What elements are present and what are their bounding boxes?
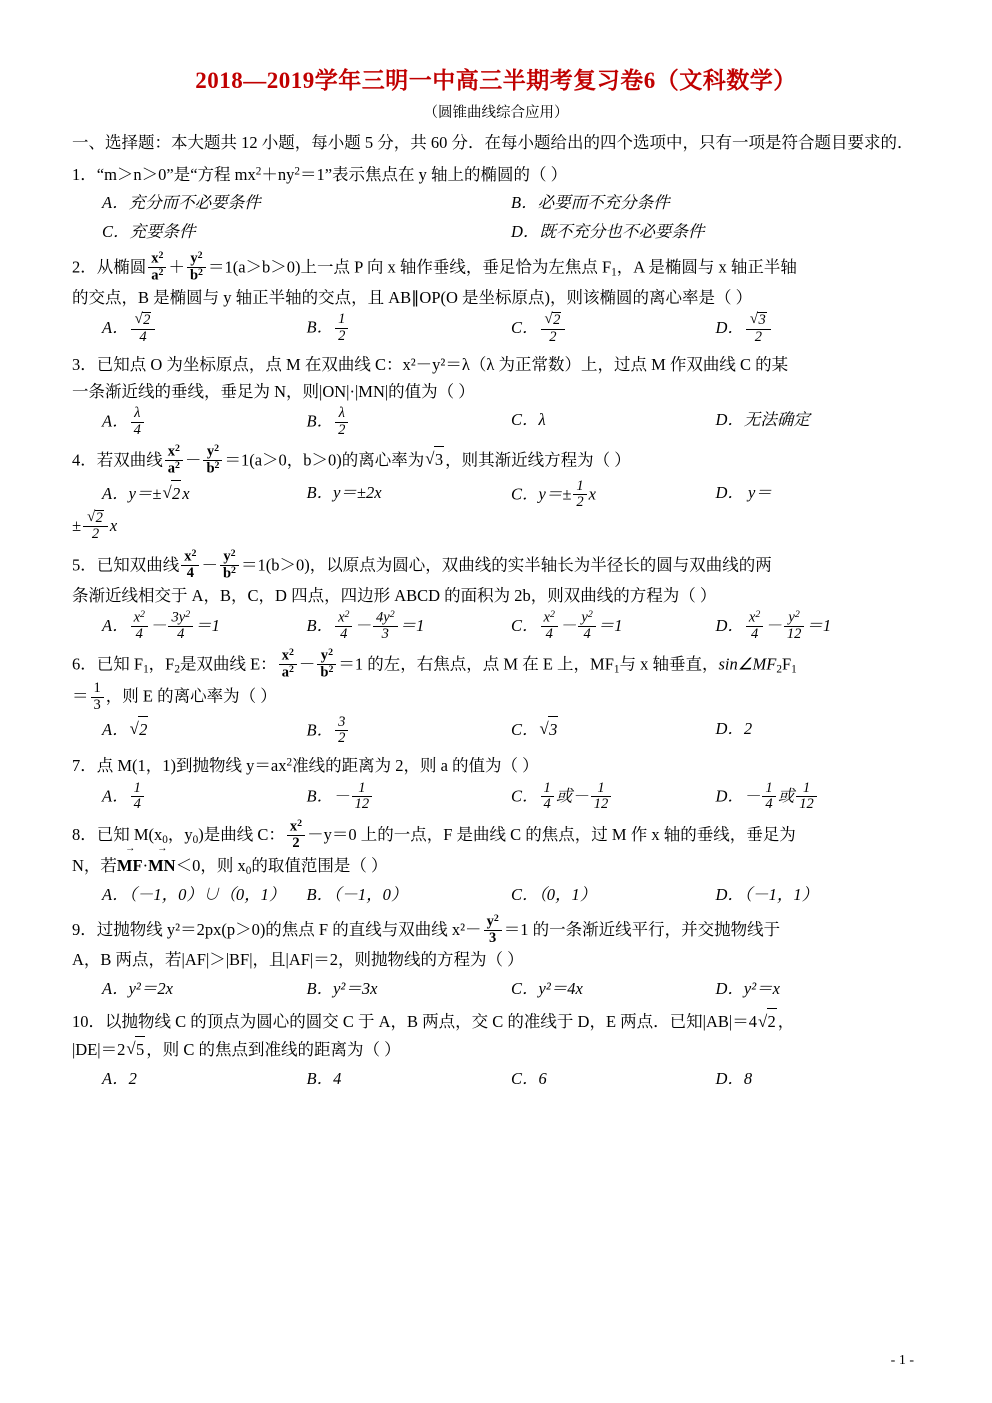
q4-text-c: ，则其渐近线方程为（ ）: [445, 450, 631, 469]
q3-option-b[interactable]: B． $\frac{\lambda}{2}$: [307, 407, 512, 438]
q9-option-a[interactable]: A．y²＝2x: [102, 978, 173, 998]
q9-options-row: [72, 976, 920, 1003]
q7-opt-d-frac-2: $\frac{1}{12}$: [796, 781, 817, 812]
q10-sqrt-2: √ 5: [126, 1036, 145, 1064]
q5-opt-d-frac-1: $\frac{x^2}{4}$: [746, 610, 763, 642]
q8-vector-mf: MF →: [117, 852, 143, 880]
q3-option-d[interactable]: D．无法确定: [715, 410, 810, 430]
q8-frac-1: $\frac{x^2}{2}$: [287, 819, 305, 851]
q4-options-row: [72, 477, 920, 511]
q2-option-b[interactable]: B． $\frac{1}{2}$: [307, 313, 512, 345]
q8-text-h: 的取值范围是（ ）: [251, 855, 388, 875]
q6-text-g: F: [781, 654, 792, 674]
q7-option-b[interactable]: B．－ $\frac{1}{12}$: [307, 782, 512, 813]
q5-opt-b-frac-1: $\frac{x^2}{4}$: [335, 610, 352, 642]
q7-opt-c-frac-1: $\frac{1}{4}$: [541, 781, 554, 812]
q7-option-a[interactable]: A． $\frac{1}{4}$: [102, 782, 307, 813]
q6-options-row: [72, 713, 920, 747]
q10-text-b: ，: [777, 1012, 795, 1032]
q4-opt-d-frac: √ $\frac{2}{2}$: [83, 510, 108, 542]
q5-opt-c-frac-1: $\frac{x^2}{4}$: [541, 610, 558, 642]
q7-opt-a-frac: $\frac{1}{4}$: [131, 781, 144, 812]
q8-number: 8．: [72, 824, 97, 844]
q10-option-d[interactable]: D．8: [715, 1068, 753, 1088]
q2-sub-1: 1: [611, 266, 617, 279]
q5-line-2: 条渐近线相交于 A，B，C，D 四点，四边形 ABCD 的面积为 2b，则双曲线的方程为（ ）: [72, 585, 717, 605]
q6-text-e: 与 x 轴垂直，: [619, 654, 719, 674]
q8-text-c: )是曲线 C：: [198, 824, 285, 844]
question-2: 2．从椭圆 $\frac{x^2}{a^2}$ ＋ $\frac{y^2}{b^2}$ ＝1(a＞b＞0)上一点 P 向 x 轴作垂线，垂足恰为左焦点 $F_1$，A 是椭圆与 x 轴正半轴 的交点，B 是椭圆与 y 轴正半轴的交点，且 AB∥OP(O 是坐标原点)，则该椭圆的离心率是（ ） A． √ $\frac{2}{4}$ B． $\frac{1}{2}$ C． √ $\frac{2}{2}$ D． √ $\frac{3}{2}$: [72, 252, 920, 346]
page-subtitle: （圆锥曲线综合应用）: [423, 105, 569, 121]
q6-text-b: ，F: [148, 654, 175, 674]
q8-sub-3: 0: [245, 864, 252, 877]
q7-opt-c-frac-2: $\frac{1}{12}$: [591, 781, 612, 812]
q1-stem-c: ＝1”表示焦点在 y 轴上的椭圆的（ ）: [299, 164, 568, 184]
question-7: [72, 753, 920, 813]
q6-sub-4: 2: [776, 663, 782, 676]
q6-frac-1: $\frac{x^2}{a^2}$: [279, 648, 297, 681]
q2-opt-a-frac: √ $\frac{2}{4}$: [131, 312, 156, 344]
q2-text-c: ，A 是椭圆与 x 轴正半轴: [616, 256, 797, 276]
q3-opt-a-frac: $\frac{\lambda}{4}$: [131, 406, 144, 437]
q10-option-a[interactable]: A．2: [102, 1068, 137, 1088]
q8-text-b: ，y: [167, 824, 193, 844]
q8-sub-1: 0: [162, 833, 168, 846]
q5-frac-1: $\frac{x^2}{4}$: [181, 549, 199, 581]
q4-option-d[interactable]: D． y＝: [715, 482, 772, 502]
q9-frac-1: $\frac{y^2}{3}$: [484, 914, 502, 946]
q4-frac-1: $\frac{x^2}{a^2}$: [165, 444, 183, 477]
q5-options-row: [72, 611, 920, 643]
q8-sub-2: 0: [192, 833, 199, 846]
q4-option-c[interactable]: C．y＝± $\frac{1}{2}$ x: [511, 477, 596, 510]
q1-option-c[interactable]: C．充要条件: [102, 222, 196, 241]
question-8: [72, 817, 920, 909]
q1-sup-2: 2: [294, 165, 300, 178]
q6-option-b[interactable]: B． $\frac{3}{2}$: [307, 716, 512, 747]
q5-option-d[interactable]: D． $\frac{x^2}{4}$ － $\frac{y^2}{12}$ ＝1: [715, 609, 832, 643]
q6-opt-a-sqrt: √ 2: [130, 716, 149, 744]
q8-text-g: ＜0，则 x: [175, 855, 246, 875]
q3-opt-b-frac: $\frac{\lambda}{2}$: [335, 406, 348, 437]
q2-option-c[interactable]: C． √ $\frac{2}{2}$: [511, 313, 716, 345]
q2-opt-d-frac: √ $\frac{3}{2}$: [746, 312, 771, 344]
q5-text-a: 已知双曲线: [96, 554, 180, 574]
q10-options-row: [72, 1066, 920, 1093]
q4-frac-2: $\frac{y^2}{b^2}$: [203, 444, 222, 477]
q7-text-a: 点 M(1，1)到抛物线 y＝ax: [96, 756, 287, 776]
q5-opt-d-frac-2: $\frac{y^2}{12}$: [784, 610, 805, 642]
q7-options-row: [72, 782, 920, 813]
question-10: [72, 1008, 920, 1092]
q8-text-e: N，若: [72, 855, 117, 875]
q6-text-f: sin∠MF: [718, 654, 777, 674]
q2-option-d[interactable]: D． √ $\frac{3}{2}$: [716, 313, 921, 345]
q1-option-d[interactable]: D．既不充分也不必要条件: [511, 222, 705, 241]
q1-options-row-2: [72, 219, 920, 246]
q1-option-b[interactable]: B．必要而不充分条件: [511, 193, 670, 213]
q3-options-row: [72, 407, 920, 438]
q4-opt-c-frac: $\frac{1}{2}$: [573, 479, 586, 510]
q7-opt-b-frac: $\frac{1}{12}$: [352, 781, 373, 812]
q6-option-a[interactable]: A． √ 2: [102, 716, 307, 747]
q8-vector-mn: MN →: [148, 852, 176, 880]
q2-frac-2: $\frac{y^2}{b^2}$: [187, 251, 206, 284]
question-4: 4．若双曲线 $\frac{x^2}{a^2}$ － $\frac{y^2}{b^2}$ ＝1(a＞0，b＞0)的离心率为 √ 3 ，则其渐近线方程为（ ） A．y＝± √ 2 x B．y＝±2x C．y＝± $\frac{1}{2}$ x D． y＝ ± √ $\frac{2}{2}$ x: [72, 445, 920, 544]
q4-opt-a-sqrt: √ 2: [162, 480, 181, 508]
q5-text-b: ＝1(b＞0)，以原点为圆心，双曲线的实半轴长为半径长的圆与双曲线的两: [240, 554, 772, 574]
q4-sqrt-3: √ 3: [425, 446, 444, 474]
q4-option-a[interactable]: A．y＝± √ 2 x: [102, 480, 307, 511]
q10-option-b[interactable]: B．4: [306, 1068, 342, 1088]
q6-sub-2: 2: [174, 663, 180, 676]
q9-option-c[interactable]: C．y²＝4x: [511, 978, 583, 998]
q9-number: 9．: [72, 919, 97, 939]
q9-line-2: A，B 两点，若|AF|＞|BF|，且|AF|＝2，则抛物线的方程为（ ）: [72, 949, 524, 969]
q5-option-b[interactable]: B． $\frac{x^2}{4}$ － $\frac{4y^2}{3}$ ＝1: [306, 609, 425, 643]
q2-option-a[interactable]: A． √ $\frac{2}{4}$: [102, 313, 307, 345]
q5-opt-c-frac-2: $\frac{y^2}{4}$: [578, 610, 595, 642]
q7-text-b: 准线的距离为 2，则 a 的值为（ ）: [292, 756, 539, 776]
q6-text-d: ＝1 的左，右焦点，点 M 在 E 上，MF: [338, 654, 614, 674]
q7-sup-1: 2: [286, 756, 293, 769]
q8-text-f: ·: [142, 855, 149, 875]
q1-options-row-1: [72, 190, 920, 217]
q5-option-a[interactable]: A． $\frac{x^2}{4}$ － $\frac{3y^2}{4}$ ＝1: [102, 609, 220, 643]
q10-line-2: [72, 1036, 920, 1064]
q5-opt-a-frac-2: $\frac{3y^2}{4}$: [168, 610, 193, 642]
q6-text-a: 已知 F: [96, 654, 144, 674]
q4-number: 4．: [72, 450, 97, 469]
q1-sup-1: 2: [255, 165, 262, 178]
q6-text-h: ，则 E 的离心率为（ ）: [105, 686, 277, 706]
q3-line-1: 已知点 O 为坐标原点，点 M 在双曲线 C：x²－y²＝λ（λ 为正常数）上，过点 M 作双曲线 C 的某: [96, 354, 789, 374]
q8-line-2: [72, 852, 920, 880]
q2-frac-1: $\frac{x^2}{a^2}$: [148, 251, 166, 284]
q4-option-d-cont: ± √ $\frac{2}{2}$ x: [72, 511, 920, 543]
q8-options-row: [72, 882, 920, 909]
q10-number: 10．: [72, 1012, 105, 1032]
q4-text-b: ＝1(a＞0，b＞0)的离心率为: [224, 450, 425, 469]
q6-option-d[interactable]: D．2: [715, 718, 753, 738]
q6-sub-1: 1: [143, 663, 149, 676]
q1-stem-b: ＋ny: [261, 164, 295, 184]
q8-option-d[interactable]: D．（－1，1）: [715, 885, 819, 905]
q10-text-c: |DE|＝2: [72, 1040, 126, 1060]
q9-option-b[interactable]: B．y²＝3x: [306, 978, 378, 998]
page-title: 2018—2019学年三明一中高三半期考复习卷6（文科数学）: [195, 68, 797, 93]
q1-option-a[interactable]: A．充分而不必要条件: [102, 193, 261, 213]
q3-option-a[interactable]: A． $\frac{\lambda}{4}$: [102, 407, 307, 438]
q6-line-2: ＝ $\frac{1}{3}$ ，则 E 的离心率为（ ）: [72, 680, 277, 713]
q4-option-b[interactable]: B．y＝±2x: [306, 482, 382, 502]
q6-opt-c-sqrt: √ 3: [540, 716, 559, 744]
q2-opt-c-frac: √ $\frac{2}{2}$: [541, 312, 566, 344]
q10-text-a: 以抛物线 C 的顶点为圆心的圆交 C 于 A，B 两点，交 C 的准线于 D，E 两点．已知|AB|＝4: [105, 1012, 757, 1032]
q2-text-b: ＝1(a＞b＞0)上一点 P 向 x 轴作垂线，垂足恰为左焦点 F: [207, 256, 612, 276]
q6-opt-b-frac: $\frac{3}{2}$: [335, 715, 348, 746]
q8-option-b[interactable]: B．（－1，0）: [306, 885, 408, 905]
q8-option-a[interactable]: A．（－1，0）∪（0，1）: [102, 885, 286, 905]
q10-option-c[interactable]: C．6: [511, 1068, 547, 1088]
q6-sub-5: 1: [791, 663, 797, 676]
q2-options-row: [72, 313, 920, 345]
q2-text-a: 从椭圆: [96, 256, 147, 276]
q1-stem-a: “m＞n＞0”是“方程 mx: [96, 164, 256, 184]
q2-opt-b-frac: $\frac{1}{2}$: [335, 312, 348, 343]
q10-sqrt-1: √ 2: [758, 1008, 777, 1036]
question-9: [72, 912, 920, 1003]
q7-number: 7．: [72, 756, 97, 776]
q9-text-b: ＝1 的一条渐近线平行，并交抛物线于: [503, 919, 781, 939]
q5-option-c[interactable]: C． $\frac{x^2}{4}$ － $\frac{y^2}{4}$ ＝1: [511, 609, 623, 643]
q8-option-c[interactable]: C．（0，1）: [511, 885, 597, 905]
q5-opt-b-frac-2: $\frac{4y^2}{3}$: [373, 610, 398, 642]
q5-number: 5．: [72, 554, 97, 574]
q6-option-c[interactable]: C． √ 3: [511, 716, 716, 747]
q8-text-a: 已知 M(x: [96, 824, 163, 844]
question-3: [72, 352, 920, 439]
q6-text-c: 是双曲线 E：: [179, 654, 277, 674]
q9-text-a: 过抛物线 y²＝2px(p＞0)的焦点 F 的直线与双曲线 x²－: [96, 919, 482, 939]
question-1: [72, 162, 920, 246]
q3-option-c[interactable]: C．λ: [511, 410, 546, 430]
section-instruction: 一、选择题：本大题共 12 小题，每小题 5 分，共 60 分．在每小题给出的四个选项中，只有一项是符合题目要求的．: [72, 133, 914, 152]
question-6: 6．已知 $F_1$，$F_2$是双曲线 E： $\frac{x^2}{a^2}$ － $\frac{y^2}{b^2}$ ＝1 的左，右焦点，点 M 在 E 上，$MF_1$与 x 轴垂直，$\sin\angle MF_2F_1$ ＝ $\frac{1}{3}$ ，则 E 的离心率为（ ） A． √ 2 B． $\frac{3}{2}$ C． √ 3 D．2: [72, 649, 920, 747]
q2-line-2: 的交点，B 是椭圆与 y 轴正半轴的交点，且 AB∥OP(O 是坐标原点)，则该椭圆的离心率是（ ）: [72, 287, 753, 307]
q6-frac-2: $\frac{y^2}{b^2}$: [317, 648, 336, 681]
q6-frac-3: $\frac{1}{3}$: [91, 681, 104, 712]
q8-text-d: －y＝0 上的一点，F 是曲线 C 的焦点，过 M 作 x 轴的垂线，垂足为: [307, 824, 796, 844]
q7-option-d[interactable]: D．－ $\frac{1}{4}$ 或 $\frac{1}{12}$: [716, 782, 921, 813]
q5-frac-2: $\frac{y^2}{b^2}$: [220, 549, 239, 582]
question-5: 5．已知双曲线 $\frac{x^2}{4}$ － $\frac{y^2}{b^2}$ ＝1(b＞0)，以原点为圆心，双曲线的实半轴长为半径长的圆与双曲线的两 条渐近线相交于 A，B，C，D 四点，四边形 ABCD 的面积为 2b，则双曲线的方程为（ ） A． $\frac{x^2}{4}$ － $\frac{3y^2}{4}$ ＝1 B． $\frac{x^2}{4}$ － $\frac{4y^2}{3}$ ＝1 C． $\frac{x^2}{4}$ － $\frac{y^2}{4}$ ＝1 D． $\frac{x^2}{4}$ － $\frac{y^2}{12}$ ＝1: [72, 550, 920, 644]
q3-line-2: 一条渐近线的垂线，垂足为 N，则|ON|·|MN|的值为（ ）: [72, 381, 475, 401]
q2-number: 2．: [72, 256, 97, 276]
q3-number: 3．: [72, 354, 97, 374]
q9-option-d[interactable]: D．y²＝x: [715, 978, 781, 998]
q10-text-d: ，则 C 的焦点到准线的距离为（ ）: [146, 1040, 401, 1060]
q6-number: 6．: [72, 654, 97, 674]
page-number: - 1 -: [890, 1353, 914, 1368]
q4-text-a: 若双曲线: [96, 450, 163, 469]
q7-opt-d-frac-1: $\frac{1}{4}$: [762, 781, 775, 812]
q7-option-c[interactable]: C． $\frac{1}{4}$ 或－ $\frac{1}{12}$: [511, 782, 716, 813]
q6-sub-3: 1: [613, 663, 620, 676]
q1-number: 1．: [72, 164, 97, 184]
q5-opt-a-frac-1: $\frac{x^2}{4}$: [131, 610, 148, 642]
